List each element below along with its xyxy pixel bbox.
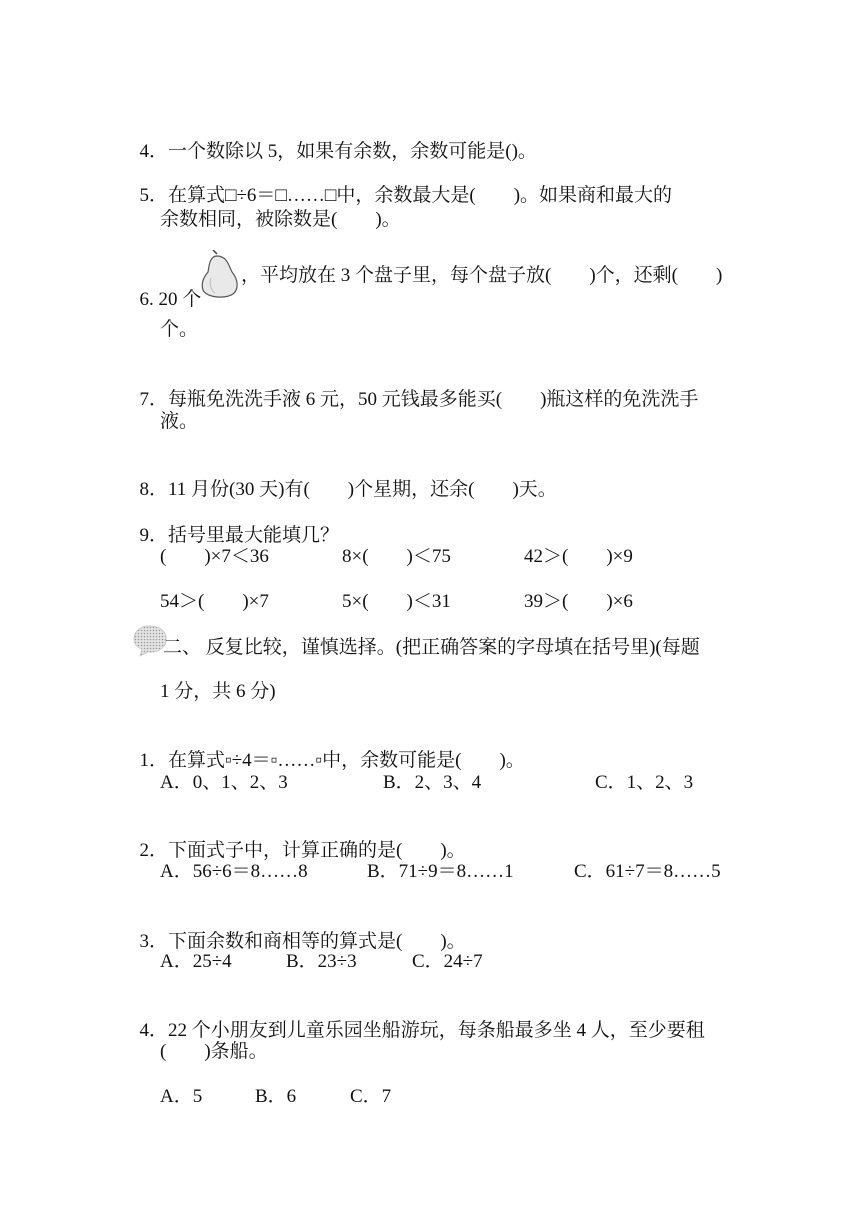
option-c: C．1、2、3 (595, 772, 694, 793)
question-text: 在算式□÷6＝□……□中，余数最大是( )。如果商和最大的 (168, 185, 673, 206)
question-6-text: ，平均放在 3 个盘子里，每个盘子放( )个，还剩( ) (241, 265, 723, 286)
question-text-pre: 20 个 (158, 289, 202, 310)
q9-expr-1: ( )×7＜36 (160, 546, 269, 567)
section-heading: 二、 反复比较，谨慎选择。(把正确答案的字母填在括号里)(每题 (163, 637, 700, 658)
option-b: B．23÷3 (286, 951, 357, 972)
mc-question-3 (130, 906, 466, 954)
question-text: 下面式子中，计算正确的是( )。 (168, 840, 466, 861)
question-7 (130, 364, 698, 412)
q9-expr-6: 39＞( )×6 (524, 591, 633, 612)
option-c: C．61÷7＝8……5 (574, 861, 721, 882)
question-7-continued: 液。 (160, 411, 199, 432)
question-text: 下面余数和商相等的算式是( )。 (168, 931, 466, 952)
option-a: A．0、1、2、3 (160, 772, 288, 793)
question-5 (130, 160, 672, 208)
question-5-continued: 余数相同，被除数是( )。 (160, 209, 401, 230)
question-text: 括号里最大能填几？ (168, 525, 340, 546)
option-b: B．2、3、4 (383, 772, 482, 793)
question-number: 5． (139, 185, 169, 206)
option-c: C．7 (350, 1086, 392, 1107)
question-number: 3． (139, 931, 169, 952)
q9-expr-4: 54＞( )×7 (160, 591, 269, 612)
question-text: 22 个小朋友到儿童乐园坐船游玩，每条船最多坐 4 人，至少要租 (168, 1020, 705, 1041)
mc-question-1 (130, 725, 525, 773)
option-a: A．5 (160, 1086, 203, 1107)
pear-icon (199, 250, 241, 300)
question-6-continued: 个。 (160, 319, 199, 340)
question-number: 9． (139, 525, 169, 546)
question-8 (130, 454, 557, 502)
q9-expr-3: 42＞( )×9 (524, 546, 633, 567)
option-a: A．56÷6＝8……8 (160, 861, 308, 882)
mc-question-2 (130, 815, 466, 863)
question-number: 2． (139, 840, 169, 861)
q9-expr-2: 8×( )＜75 (342, 546, 451, 567)
question-6 (130, 264, 201, 312)
option-b: B．71÷9＝8……1 (367, 861, 514, 882)
question-text: 一个数除以 5，如果有余数，余数可能是()。 (168, 141, 537, 162)
question-number: 4． (139, 141, 169, 162)
mc-question-4 (130, 995, 705, 1043)
option-c: C．24÷7 (412, 951, 483, 972)
question-text: 在算式▫÷4＝▫……▫中，余数可能是( )。 (168, 750, 525, 771)
mc-question-4-continued: ( )条船。 (160, 1041, 268, 1062)
question-number: 7． (139, 389, 169, 410)
option-b: B．6 (255, 1086, 297, 1107)
q9-expr-5: 5×( )＜31 (342, 591, 451, 612)
question-4 (130, 116, 537, 164)
option-a: A．25÷4 (160, 951, 232, 972)
question-number: 8． (139, 479, 169, 500)
question-text: 11 月份(30 天)有( )个星期，还余( )天。 (168, 479, 557, 500)
question-text: 每瓶免洗洗手液 6 元，50 元钱最多能买( )瓶这样的免洗洗手 (168, 389, 699, 410)
question-number: 6. (139, 289, 154, 310)
question-number: 1． (139, 750, 169, 771)
section-heading-continued: 1 分，共 6 分) (160, 681, 276, 702)
question-9 (130, 500, 339, 548)
question-number: 4． (139, 1020, 169, 1041)
